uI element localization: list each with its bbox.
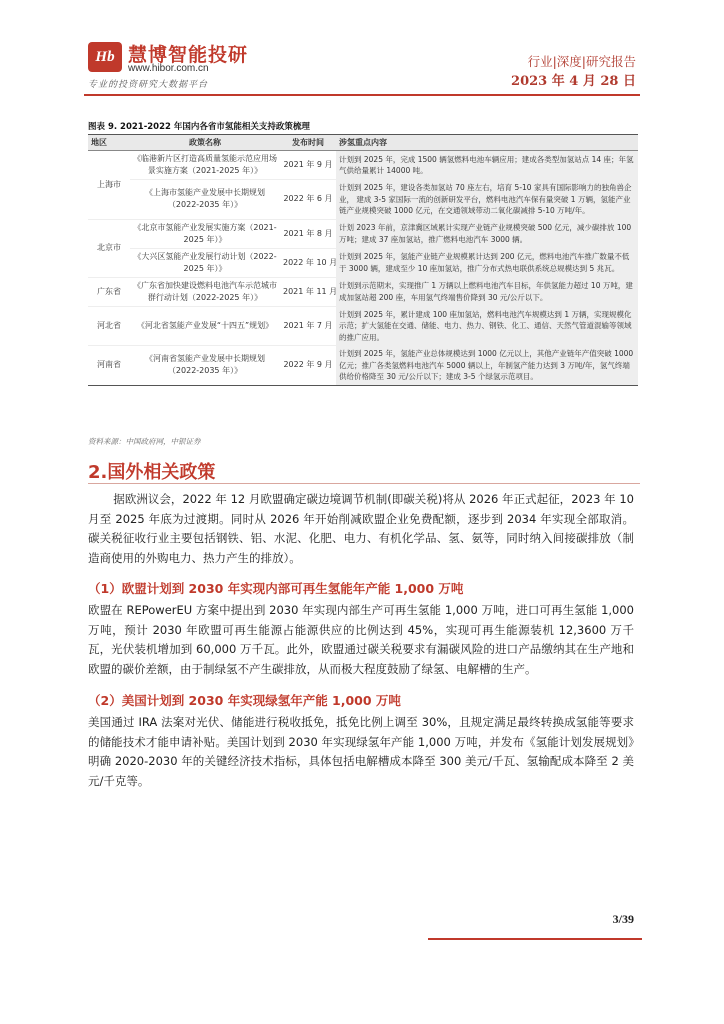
intro-paragraph — [88, 490, 634, 568]
table-row — [88, 346, 638, 386]
region-cell: 广东省 — [88, 277, 130, 306]
table-row — [88, 219, 638, 248]
footer-divider — [428, 938, 642, 940]
content-cell: 计划到示范期末，实现推广 1 万辆以上燃料电池汽车目标，年供氢能力超过 10 万吨，建成加氢站超 200 座，车用氢气终端售价降到 30 元/公斤以下。 — [336, 277, 638, 306]
us-text: 美国通过 IRA 法案对光伏、储能进行税收抵免，抵免比例上调至 30%，且规定满足最终转换成氢能等要求的储能技术才能申请补贴。美国计划到 2030 年实现绿氢年产能 1,000 万吨，并发布《氢能计划发展规划》明确 2020-2030 年的关键经济技术指标，具体包括电解槽成本降至 300 美元/千瓦、氢输配成本降至 2 美元/千克等。 — [88, 715, 634, 788]
intro-text: 据欧洲议会，2022 年 12 月欧盟确定碳边境调节机制(即碳关税)将从 2026 年正式起征，2023 年 10 月至 2025 年底为过渡期。同时从 2026 年开始削减欧盟企业免费配额，逐步到 2034 年实现全部取消。碳关税征收行业主要包括钢铁、铝、水泥、化肥、电力、有机化学品、氢、氨等，同时纳入间接碳排放（制造商使用的外购电力、热力产生的排放）。 — [88, 492, 634, 565]
col-header-region: 地区 — [88, 135, 130, 151]
us-paragraph — [88, 713, 634, 791]
content-cell: 计划到 2025 年，累计建成 100 座加氢站，燃料电池汽车规模达到 1 万辆，实现规模化示范；扩大氢能在交通、储能、电力、热力、钢铁、化工、通信、天然气管道混输等领域的推广应用。 — [336, 306, 638, 346]
page-number: 3/39 — [612, 912, 634, 926]
date-cell: 2022 年 9 月 — [280, 346, 336, 386]
region-cell: 上海市 — [88, 151, 130, 220]
report-date: 2023 年 4 月 28 日 — [511, 74, 636, 89]
policy-table — [88, 134, 638, 386]
section-title: 2.国外相关政策 — [88, 462, 216, 483]
content-cell: 计划 2023 年前，京津冀区域累计实现产业链产业规模突破 500 亿元，减少碳排放 100 万吨；建成 37 座加氢站，推广燃料电池汽车 3000 辆。 — [336, 219, 638, 248]
date-cell: 2021 年 9 月 — [280, 151, 336, 180]
subsection-title-us: （2）美国计划到 2030 年实现绿氢年产能 1,000 万吨 — [88, 693, 401, 708]
table-row — [88, 248, 638, 277]
region-cell: 河北省 — [88, 306, 130, 346]
eu-paragraph — [88, 601, 634, 679]
policy-cell: 《临港新片区打造高质量氢能示范应用场景实施方案（2021-2025 年）》 — [130, 151, 280, 180]
subsection-title-eu: （1）欧盟计划到 2030 年实现内部可再生氢能年产能 1,000 万吨 — [88, 581, 464, 596]
section-divider — [88, 483, 640, 484]
policy-cell: 《上海市氢能产业发展中长期规划（2022-2035 年）》 — [130, 180, 280, 220]
brand-slogan: 专业的投资研究大数据平台 — [88, 80, 209, 90]
policy-cell: 《河南省氢能产业发展中长期规划（2022-2035 年）》 — [130, 346, 280, 386]
date-cell: 2021 年 11 月 — [280, 277, 336, 306]
figure-title: 图表 9. 2021-2022 年国内各省市氢能相关支持政策梳理 — [88, 122, 310, 132]
brand-url[interactable]: www.hibor.com.cn — [128, 63, 209, 74]
table-header-row — [88, 135, 638, 151]
brand-logo: Hb — [88, 42, 122, 72]
region-cell: 北京市 — [88, 219, 130, 277]
policy-cell: 《大兴区氢能产业发展行动计划（2022-2025 年）》 — [130, 248, 280, 277]
eu-text: 欧盟在 REPowerEU 方案中提出到 2030 年实现内部生产可再生氢能 1,000 万吨，进口可再生氢能 1,000 万吨，预计 2030 年欧盟可再生能源占能源供应的比例达到 45%，实现可再生能源装机 12,3600 万千瓦，光伏装机增加到 60,000 万千瓦。此外，欧盟通过碳关税要求有漏碳风险的进口产品缴纳其在生产地和欧盟的碳价差额，由于制绿氢不产生碳排放，从而极大程度鼓励了绿氢、电解槽的生产。 — [88, 603, 634, 676]
policy-cell: 《河北省氢能产业发展“十四五”规划》 — [130, 306, 280, 346]
date-cell: 2021 年 8 月 — [280, 219, 336, 248]
policy-cell: 《广东省加快建设燃料电池汽车示范城市群行动计划（2022-2025 年）》 — [130, 277, 280, 306]
date-cell: 2022 年 6 月 — [280, 180, 336, 220]
col-header-policy: 政策名称 — [130, 135, 280, 151]
content-cell: 计划到 2025 年，氢能产业总体规模达到 1000 亿元以上，其他产业链年产值突破 1000 亿元；推广各类氢燃料电池汽车 5000 辆以上，年制氢产能力达到 3 万吨/年，氢气终端供给价格降至 30 元/公斤以下；建成 3-5 个绿氢示范项目。 — [336, 346, 638, 386]
content-cell: 计划到 2025 年，建设各类加氢站 70 座左右，培育 5-10 家具有国际影响力的独角兽企业， 建成 3-5 家国际一流的创新研发平台，燃料电池汽车保有量突破 1 万辆，氢能产业链产业规模突破 1000 亿元，在交通领域带动二氧化碳减排 5-10 万吨/年。 — [336, 180, 638, 220]
header-divider — [84, 94, 640, 96]
table-row — [88, 151, 638, 180]
brand-name: 慧博智能投研 — [128, 44, 249, 66]
date-cell: 2022 年 10 月 — [280, 248, 336, 277]
table-row — [88, 277, 638, 306]
region-cell: 河南省 — [88, 346, 130, 386]
table-row — [88, 180, 638, 220]
report-type: 行业|深度|研究报告 — [527, 54, 636, 69]
figure-source: 资料来源：中国政府网，中银证券 — [88, 437, 201, 446]
policy-cell: 《北京市氢能产业发展实施方案（2021-2025 年）》 — [130, 219, 280, 248]
content-cell: 计划到 2025 年，完成 1500 辆氢燃料电池车辆应用；建成各类型加氢站点 14 座；年氢气供给量累计 14000 吨。 — [336, 151, 638, 180]
table-row — [88, 306, 638, 346]
col-header-date: 发布时间 — [280, 135, 336, 151]
col-header-content: 涉氢重点内容 — [336, 135, 638, 151]
date-cell: 2021 年 7 月 — [280, 306, 336, 346]
content-cell: 计划到 2025 年，氢能产业链产业规模累计达到 200 亿元，燃料电池汽车推广数量不低于 3000 辆，建成至少 10 座加氢站，推广分布式热电联供系统总规模达到 5 兆瓦。 — [336, 248, 638, 277]
